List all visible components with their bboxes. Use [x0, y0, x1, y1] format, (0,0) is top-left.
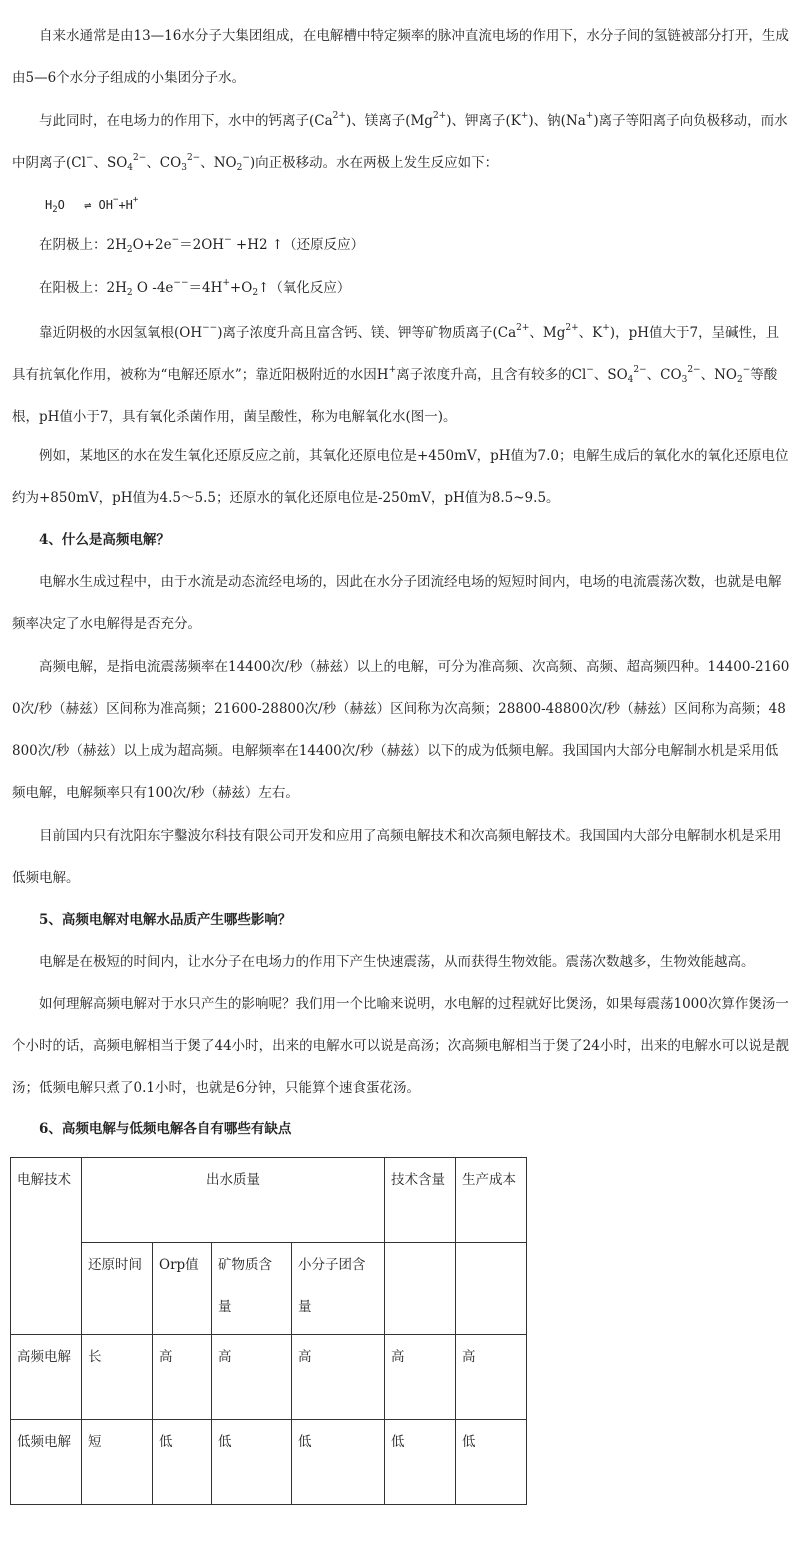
- paragraph-bio-efficiency: 电解是在极短的时间内，让水分子在电场力的作用下产生快速震荡，从而获得生物效能。震荡次数越多，生物效能越高。: [39, 954, 755, 970]
- table-cell: 高: [153, 1335, 212, 1420]
- table-cell: 高: [456, 1335, 527, 1420]
- row-name: 低频电解: [11, 1420, 82, 1505]
- table-cell: 低: [456, 1420, 527, 1505]
- table-subheader-row: [11, 1243, 527, 1335]
- paragraph-reduced-oxidized-water: 靠近阴极的水因氢氧根(OH−−)离子浓度升高且富含钙、镁、钾等矿物质离子($Ca^{2+}$、$Mg^{2+}$、K+)，pH值大于7，呈碱性，且具有抗氧化作用，被称为“电解还原水”；靠近阳极附近的水因H+离子浓度升高，且含有较多的Cl−、$SO_4^{2-}$、$CO_3^{2-}$、$NO_2^-$等酸根，pH值小于7，具有氧化杀菌作用，菌呈酸性，称为电解氧化水(图一)。: [12, 323, 780, 425]
- comparison-table: [10, 1157, 527, 1505]
- header-content: 技术含量: [385, 1158, 456, 1243]
- heading-quality-impact: 5、高频电解对电解水品质产生哪些影响？: [39, 912, 292, 928]
- table-cell: 低: [212, 1420, 292, 1505]
- table-cell: 高: [292, 1335, 385, 1420]
- paragraph-electrolysis-frequency: 电解水生成过程中，由于水流是动态流经电场的，因此在水分子团流经电场的短短时间内，电场的电流震荡次数，也就是电解频率决定了水电解得是否充分。: [12, 574, 782, 632]
- empty-cell: [385, 1243, 456, 1335]
- equation-cathode: 在阴极上：$2H_2O+2e^-=2OH^- +H2$ ↑（还原反应）: [39, 235, 365, 255]
- paragraph-example-values: 例如，某地区的水在发生氧化还原反应之前，其氧化还原电位是+450mV，pH值为7.0；电解生成后的氧化水的氧化还原电位约为+850mV，pH值为4.5～5.5；还原水的氧化还原电位是-250mV，pH值为8.5~9.5。: [12, 448, 789, 506]
- table-cell: 短: [82, 1420, 153, 1505]
- header-tech: 电解技术: [11, 1158, 82, 1335]
- table-cell: 低: [153, 1420, 212, 1505]
- equation-water-ionization: $H_2O$ ⇌ OH−+H+: [45, 195, 139, 215]
- table-header-row: [11, 1158, 527, 1243]
- paragraph-small-clusters: 自来水通常是由13—16水分子大集团组成，在电解槽中特定频率的脉冲直流电场的作用下，水分子间的氢链被部分打开，生成由5—6个水分子组成的小集团分子水。: [12, 28, 789, 86]
- table-cell: 长: [82, 1335, 153, 1420]
- table-row: [11, 1335, 527, 1420]
- table-cell: 高: [385, 1335, 456, 1420]
- subheader-cell: 还原时间: [82, 1243, 153, 1335]
- equation-anode: 在阳极上：$2H_2$ O $-4e^{--}=4H^++O_2↑$（氧化反应）: [39, 278, 351, 298]
- header-quality: 出水质量: [82, 1158, 385, 1243]
- empty-cell: [456, 1243, 527, 1335]
- paragraph-soup-analogy: 如何理解高频电解对于水只产生的影响呢？我们用一个比喻来说明，水电解的过程就好比煲汤，如果每震荡1000次算作煲汤一个小时的话，高频电解相当于煲了44小时，出来的电解水可以说是高汤；次高频电解相当于煲了24小时，出来的电解水可以说是靓汤；低频电解只煮了0.1小时，也就是6分钟，只能算个速食蛋花汤。: [12, 996, 789, 1096]
- subheader-cell: 小分子团含量: [292, 1243, 385, 1335]
- heading-pros-cons: 6、高频电解与低频电解各自有哪些有缺点: [39, 1121, 292, 1137]
- table-cell: 低: [292, 1420, 385, 1505]
- subheader-cell: Orp值: [153, 1243, 212, 1335]
- heading-what-is-high-frequency: 4、什么是高频电解？: [39, 532, 170, 548]
- header-cost: 生产成本: [456, 1158, 527, 1243]
- row-name: 高频电解: [11, 1335, 82, 1420]
- table-cell: 低: [385, 1420, 456, 1505]
- paragraph-domestic-status: 目前国内只有沈阳东宇鑿波尔科技有限公司开发和应用了高频电解技术和次高频电解技术。我国国内大部分电解制水机是采用低频电解。: [12, 828, 782, 886]
- paragraph-ion-migration: 与此同时，在电场力的作用下，水中的钙离子$(Ca^{2+})$、镁离子$(Mg^{2+})$、钾离子(K+)、钠(Na+)离子等阳离子向负极移动，而水中阴离子(Cl−、$SO_4^{2-}$、$CO_3^{2-}$、$NO_2^-$)向正极移动。水在两极上发生反应如下：: [12, 111, 788, 173]
- table-row: [11, 1420, 527, 1505]
- table-cell: 高: [212, 1335, 292, 1420]
- paragraph-high-frequency-definition: 高频电解，是指电流震荡频率在14400次/秒（赫兹）以上的电解，可分为准高频、次高频、高频、超高频四种。14400-21600次/秒（赫兹）区间称为准高频；21600-28800次/秒（赫兹）区间称为次高频；28800-48800次/秒（赫兹）区间称为高频；48800次/秒（赫兹）以上成为超高频。电解频率在14400次/秒（赫兹）以下的成为低频电解。我国国内大部分电解制水机是采用低频电解，电解频率只有100次/秒（赫兹）左右。: [12, 659, 790, 801]
- subheader-cell: 矿物质含量: [212, 1243, 292, 1335]
